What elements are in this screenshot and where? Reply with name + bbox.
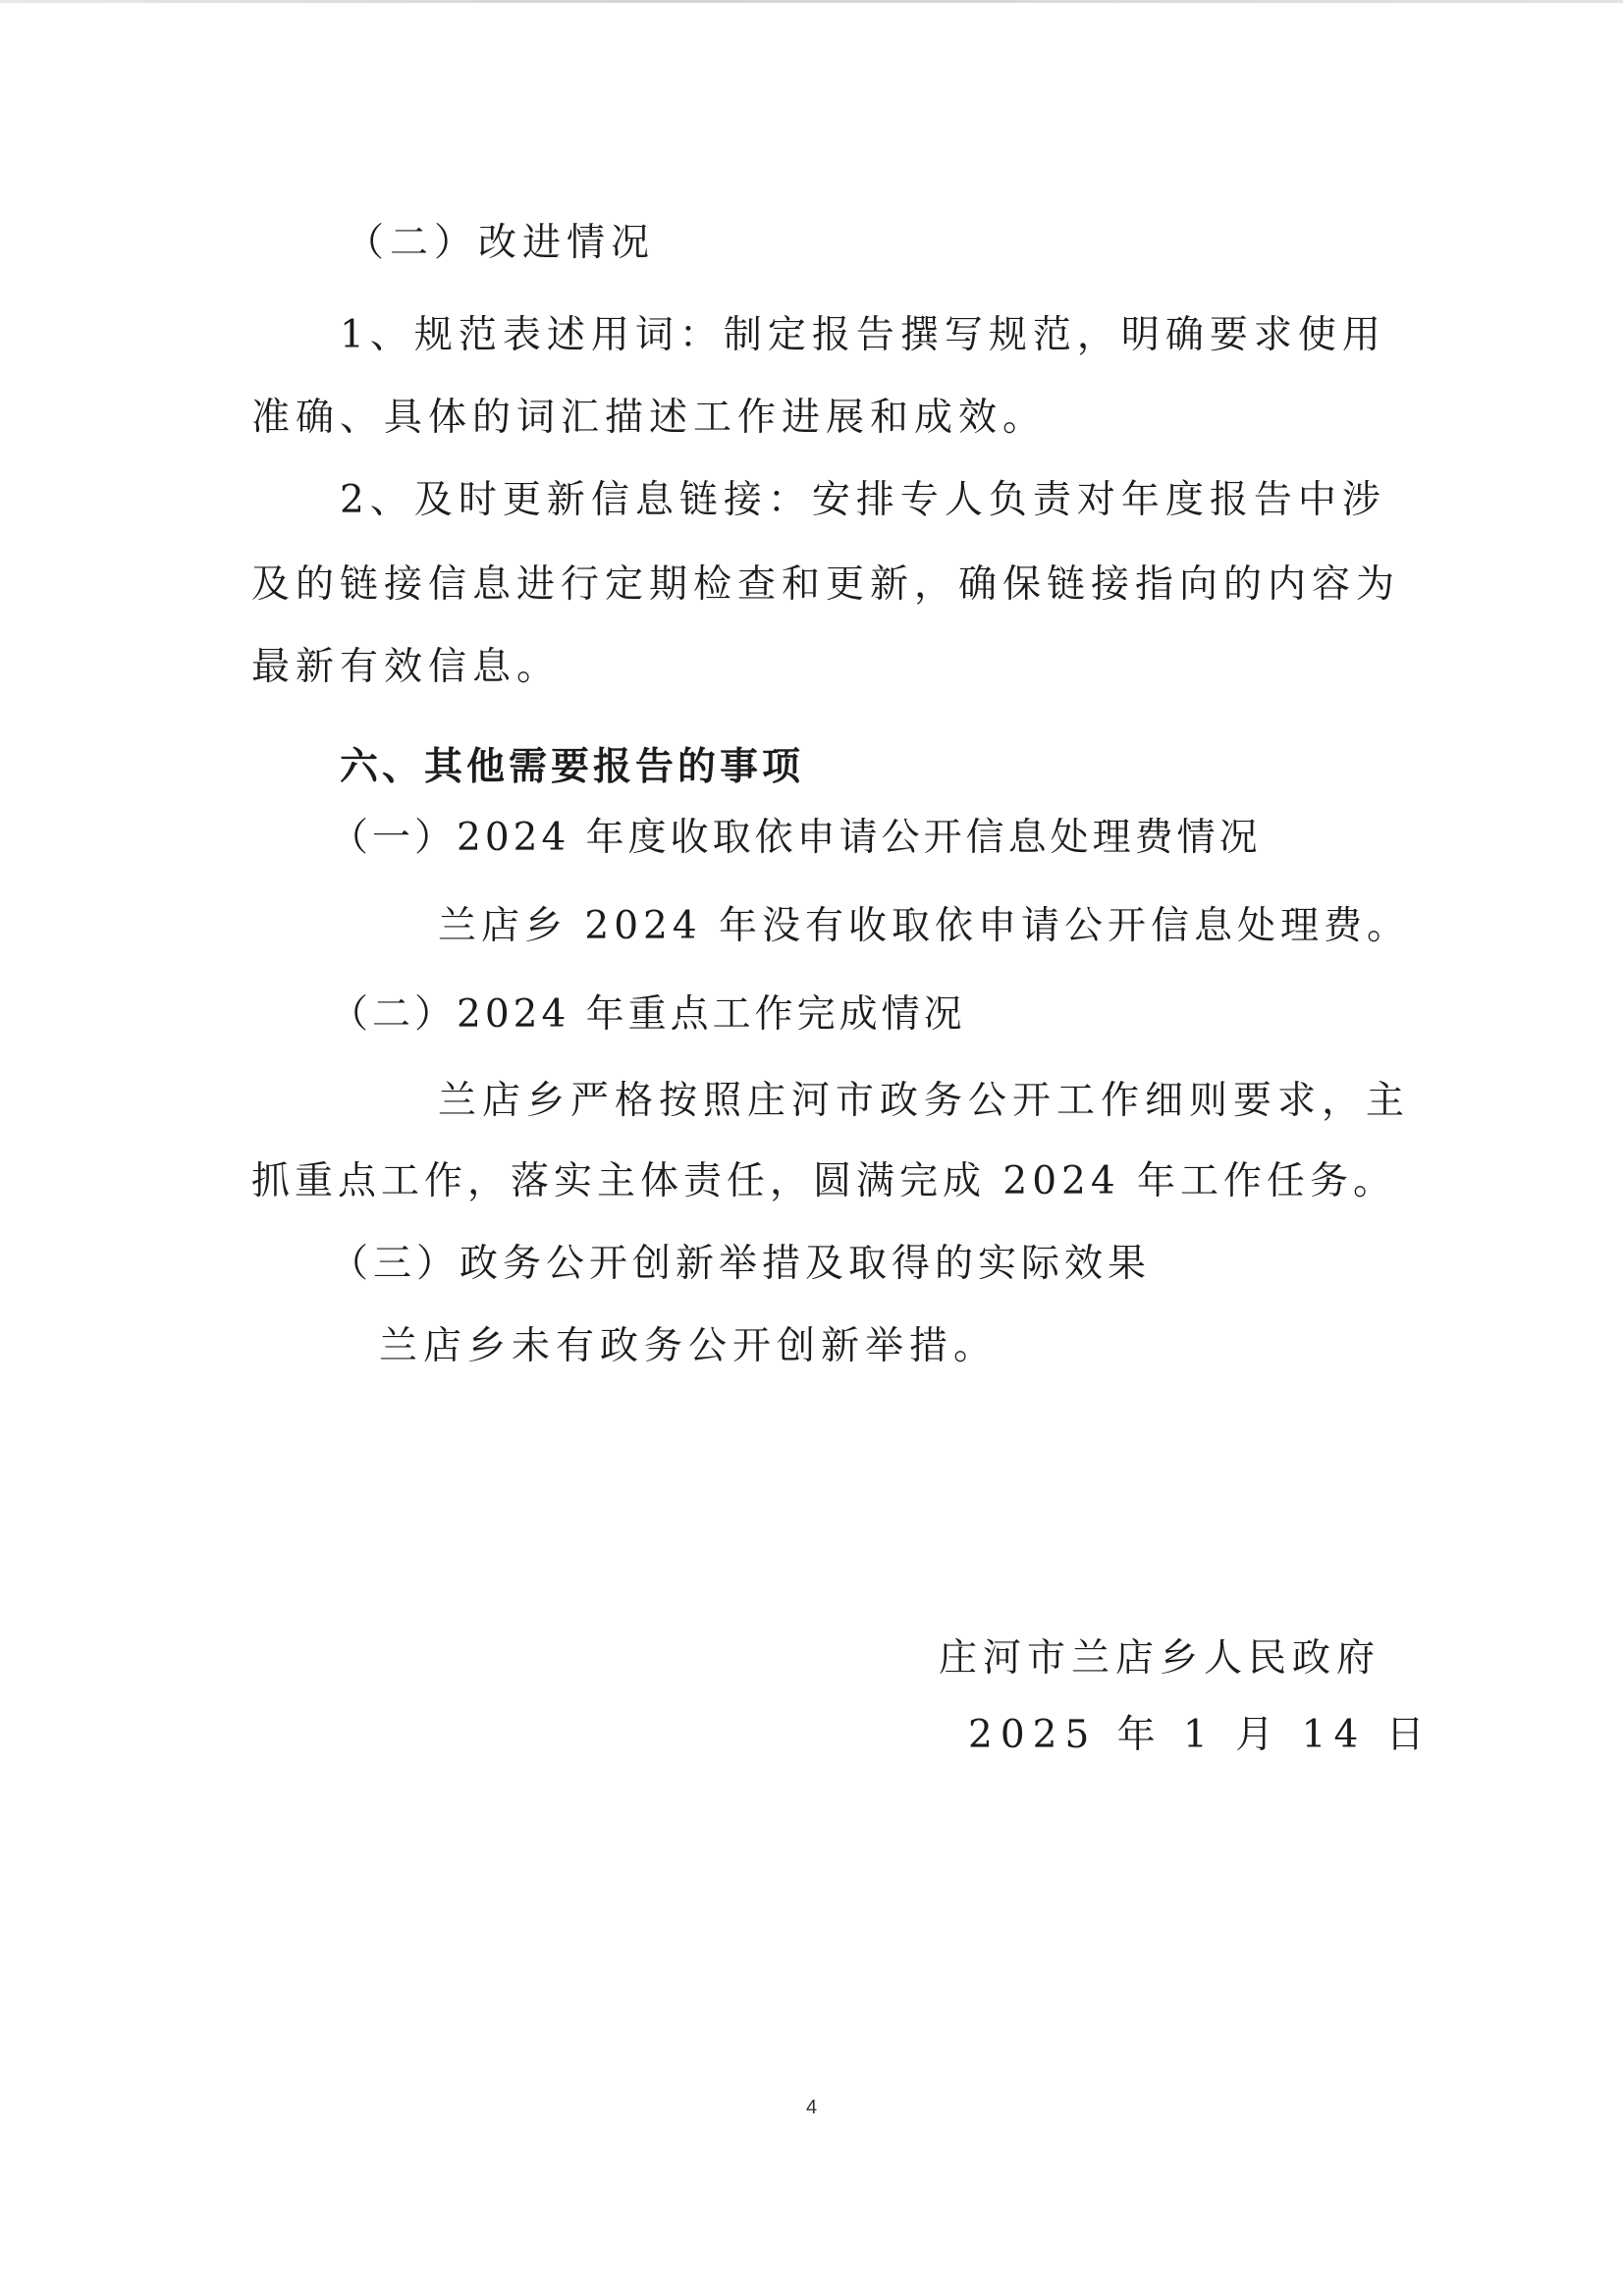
- sub-two-body-line-1: 兰店乡严格按照庄河市政务公开工作细则要求，主: [438, 1079, 1411, 1123]
- sub-two-heading: （二）2024 年重点工作完成情况: [330, 992, 966, 1037]
- page-top-edge: [0, 0, 1623, 3]
- sub-three-body: 兰店乡未有政务公开创新举措。: [379, 1324, 999, 1368]
- improvement-item-2-line-2: 及的链接信息进行定期检查和更新，确保链接指向的内容为: [251, 562, 1401, 607]
- page-number: 4: [805, 2097, 818, 2118]
- signature-date: 2025 年 1 月 14 日: [968, 1713, 1433, 1757]
- signature-organization: 庄河市兰店乡人民政府: [939, 1636, 1381, 1681]
- sub-one-body: 兰店乡 2024 年没有收取依申请公开信息处理费。: [438, 904, 1411, 948]
- improvement-item-2-line-1: 2、及时更新信息链接：安排专人负责对年度报告中涉: [340, 478, 1386, 522]
- section-six-heading: 六、其他需要报告的事项: [340, 745, 805, 789]
- sub-two-body-line-2: 抓重点工作，落实主体责任，圆满完成 2024 年工作任务。: [251, 1159, 1397, 1203]
- subheading-improvement: （二）改进情况: [346, 221, 656, 265]
- improvement-item-2-line-3: 最新有效信息。: [251, 645, 562, 689]
- sub-one-heading: （一）2024 年度收取依申请公开信息处理费情况: [330, 816, 1262, 860]
- improvement-item-1-line-1: 1、规范表述用词：制定报告撰写规范，明确要求使用: [340, 313, 1386, 357]
- improvement-item-1-line-2: 准确、具体的词汇描述工作进展和成效。: [251, 396, 1048, 440]
- sub-three-heading: （三）政务公开创新举措及取得的实际效果: [330, 1242, 1152, 1286]
